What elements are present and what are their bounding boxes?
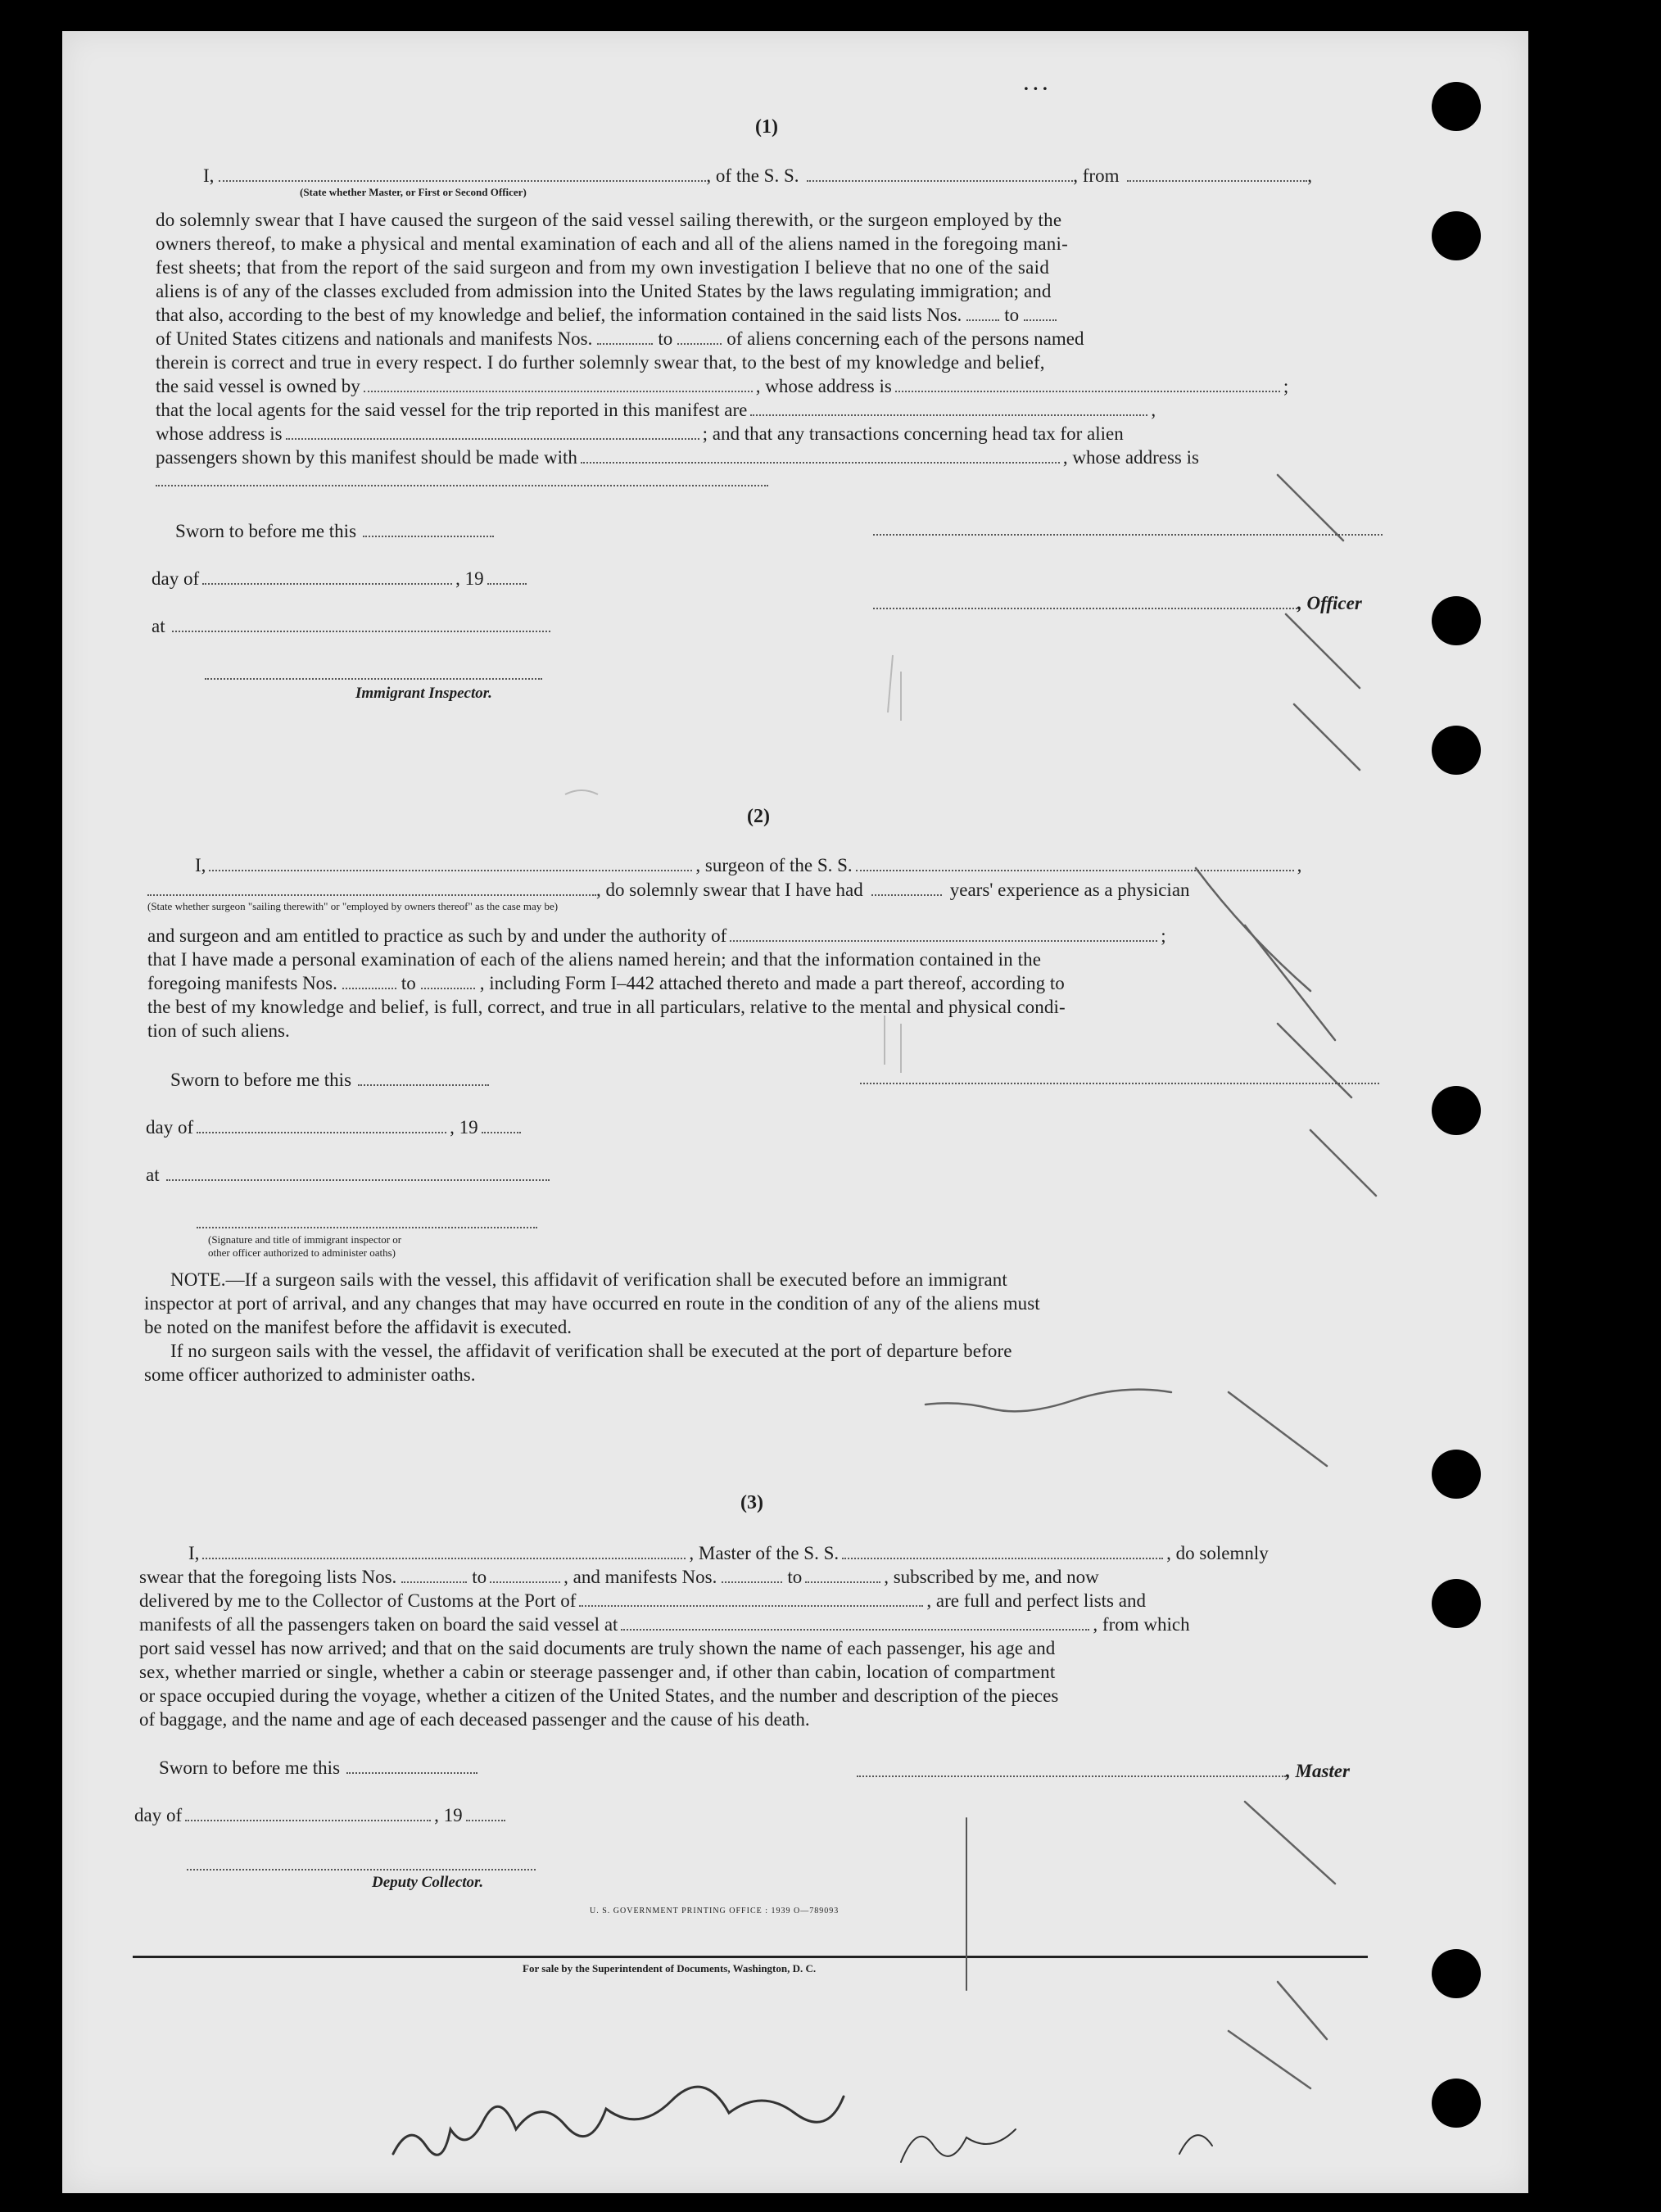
s3-day-of: day of , 19 [134, 1803, 505, 1827]
s2-day-of: day of , 19 [146, 1115, 521, 1139]
s3-sworn: Sworn to before me this [159, 1756, 477, 1780]
s2-line-1: I, , surgeon of the S. S. , [195, 855, 1302, 875]
s1-at: at [152, 614, 550, 638]
s2-surgeon-note: (State whether surgeon "sailing therewith" or "employed by owners thereof" as the case may be) [147, 900, 559, 912]
s1-line-11: whose address is ; and that any transactions concerning head tax for alien [156, 423, 1124, 444]
s2-sig-note-1: (Signature and title of immigrant inspector or [208, 1233, 402, 1246]
s1-line-7: of United States citizens and nationals and manifests Nos. to of aliens concerning each of the persons named [156, 328, 1084, 349]
s3-line-3: delivered by me to the Collector of Customs at the Port of , are full and perfect lists and [139, 1590, 1146, 1611]
s2-note-2: inspector at port of arrival, and any changes that may have occurred en route in the condition of any of the aliens must [144, 1293, 1040, 1314]
s2-line-6: the best of my knowledge and belief, is full, correct, and true in all particulars, relative to the mental and physical condi- [147, 997, 1066, 1017]
s1-inspector-label: Immigrant Inspector. [355, 685, 492, 702]
s1-line-2: do solemnly swear that I have caused the surgeon of the said vessel sailing therewith, or the surgeon employed by the [156, 210, 1062, 230]
s3-line-4: manifests of all the passengers taken on board the said vessel at , from which [139, 1614, 1190, 1635]
s3-line-8: of baggage, and the name and age of each deceased passenger and the cause of his death. [139, 1709, 810, 1730]
s2-note-3: be noted on the manifest before the affidavit is executed. [144, 1317, 572, 1337]
s2-line-2: , do solemnly swear that I have had years' experience as a physician [147, 878, 1190, 902]
s1-line-3: owners thereof, to make a physical and mental examination of each and all of the aliens named in the foregoing mani- [156, 233, 1069, 254]
s3-line-1: I, , Master of the S. S. , do solemnly [188, 1543, 1269, 1563]
gpo-imprint: U. S. GOVERNMENT PRINTING OFFICE : 1939 O—789093 [590, 1907, 840, 1916]
s1-line-6: that also, according to the best of my knowledge and belief, the information contained in the said lists Nos. to [156, 303, 1057, 327]
s1-line-4: fest sheets; that from the report of the said surgeon and from my own investigation I believe that no one of the said [156, 257, 1050, 278]
s3-line-5: port said vessel has now arrived; and that on the said documents are truly shown the name of each passenger, his age and [139, 1638, 1056, 1658]
section-1-number: (1) [755, 116, 778, 138]
s2-line-5: foregoing manifests Nos. to , including Form I–442 attached thereto and made a part thereof, according to [147, 973, 1065, 993]
s1-line-10: that the local agents for the said vessel for the trip reported in this manifest are , [156, 400, 1156, 420]
s1-sworn: Sworn to before me this [175, 519, 494, 543]
s1-line-1: I, , of the S. S. , from , [203, 165, 1312, 186]
s2-note-5: some officer authorized to administer oaths. [144, 1364, 476, 1385]
section-2-number: (2) [747, 806, 770, 827]
s1-day-of: day of , 19 [152, 567, 527, 590]
s1-line-5: aliens is of any of the classes excluded from admission into the United States by the laws regulating immigration; and [156, 281, 1052, 301]
s3-line-7: or space occupied during the voyage, whether a citizen of the United States, and the number and description of the pieces [139, 1685, 1059, 1706]
s3-line-6: sex, whether married or single, whether a cabin or steerage passenger and, if other than cabin, location of compartment [139, 1662, 1056, 1682]
top-dots: . . . [1024, 74, 1048, 94]
footer-text: For sale by the Superintendent of Documents, Washington, D. C. [523, 1962, 817, 1975]
s2-note-1: NOTE.—If a surgeon sails with the vessel, this affidavit of verification shall be executed before an immigrant [170, 1269, 1007, 1290]
s2-line-7: tion of such aliens. [147, 1020, 290, 1041]
s1-line-8: therein is correct and true in every respect. I do further solemnly swear that, to the best of my knowledge and belief, [156, 352, 1045, 373]
s2-at: at [146, 1163, 550, 1187]
s2-note-4: If no surgeon sails with the vessel, the affidavit of verification shall be executed at the port of departure before [170, 1341, 1012, 1361]
s2-sworn: Sworn to before me this [170, 1068, 489, 1092]
s1-line-9: the said vessel is owned by , whose address is ; [156, 376, 1289, 396]
s1-officer-note: (State whether Master, or First or Second Officer) [300, 186, 527, 198]
s2-line-3: and surgeon and am entitled to practice as such by and under the authority of ; [147, 925, 1166, 946]
s1-line-12: passengers shown by this manifest should be made with , whose address is [156, 447, 1199, 468]
s3-line-2: swear that the foregoing lists Nos. to , and manifests Nos. to , subscribed by me, and now [139, 1567, 1099, 1587]
s2-sig-note-2: other officer authorized to administer oaths) [208, 1246, 396, 1259]
s2-line-4: that I have made a personal examination of each of the aliens named herein; and that the information contained in the [147, 949, 1042, 970]
s1-officer-line: , Officer [873, 591, 1362, 615]
s3-deputy-label: Deputy Collector. [372, 1874, 484, 1891]
section-3-number: (3) [740, 1492, 763, 1513]
s3-master-line: , Master [857, 1759, 1350, 1783]
